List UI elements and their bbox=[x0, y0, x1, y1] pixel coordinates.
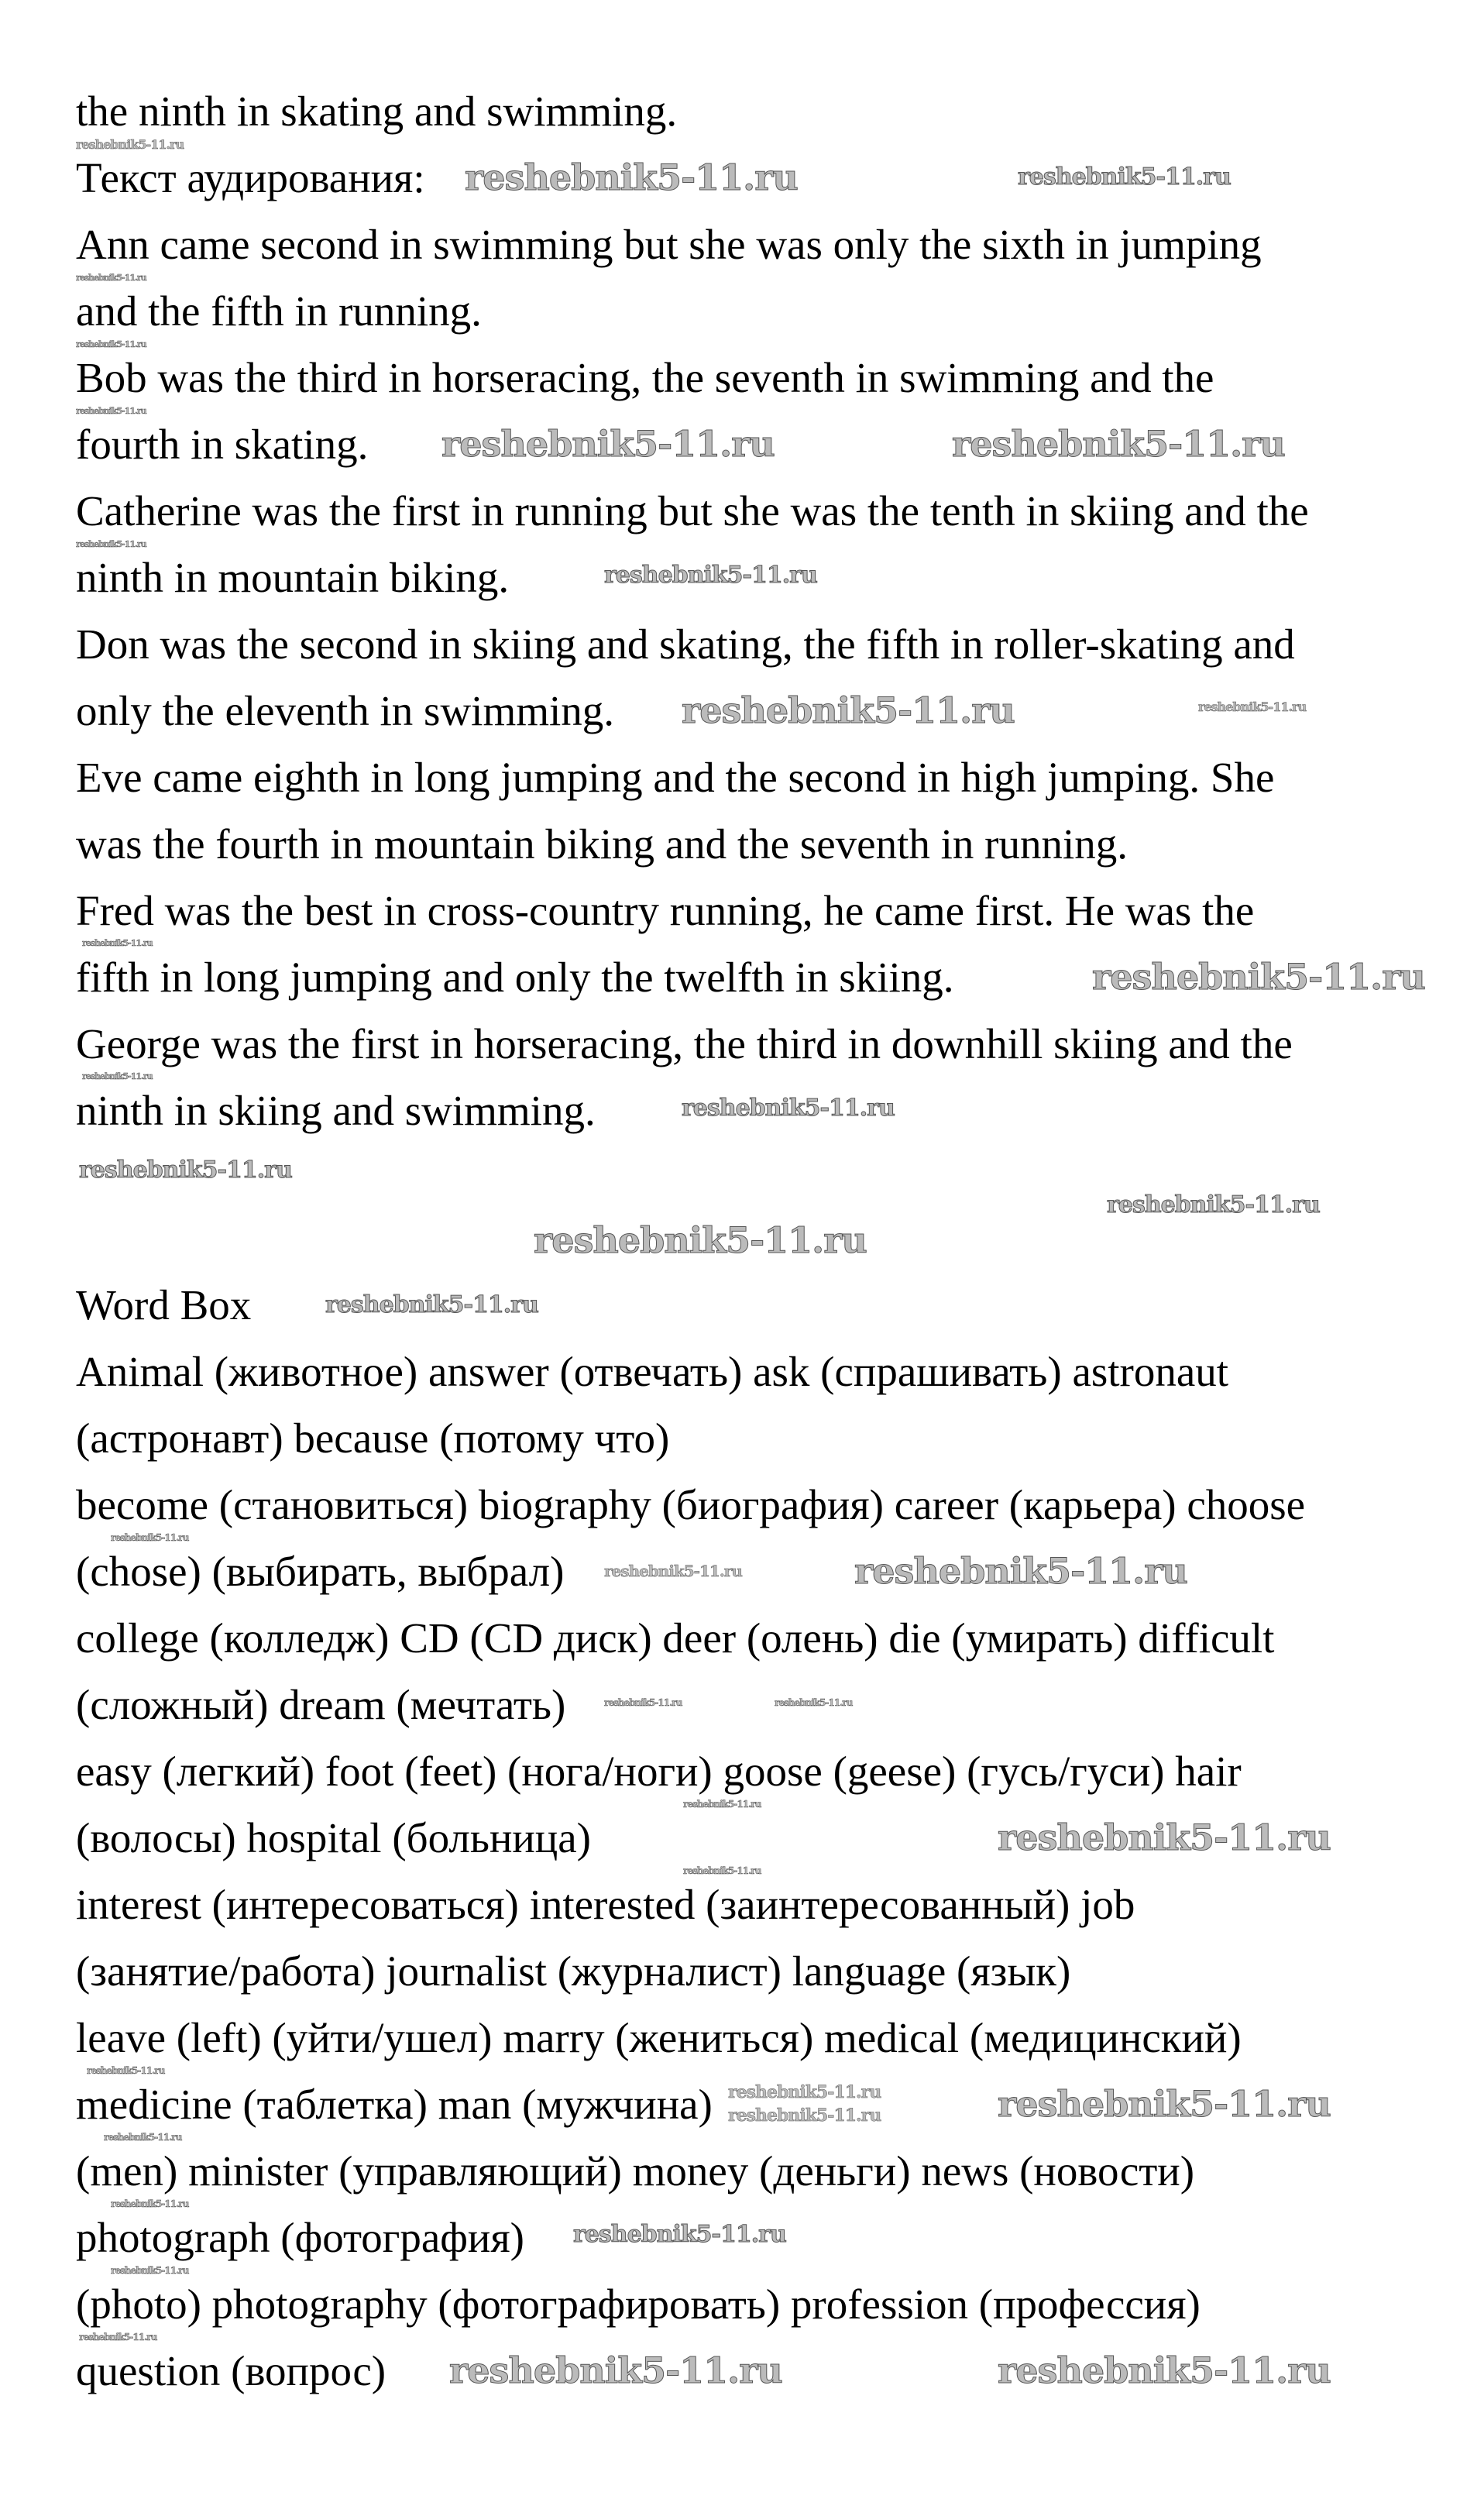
text-line: and the fifth in running. bbox=[76, 287, 482, 335]
watermark: reshebnik5-11.ru bbox=[104, 2132, 182, 2143]
watermark: reshebnik5-11.ru bbox=[76, 406, 146, 416]
text-line: (занятие/работа) journalist (журналист) language (язык) bbox=[76, 1947, 1071, 1995]
watermark: reshebnik5-11.ru bbox=[534, 1219, 867, 1261]
text-line: photograph (фотография) bbox=[76, 2214, 524, 2261]
watermark: reshebnik5-11.ru bbox=[604, 1697, 682, 1708]
watermark: reshebnik5-11.ru bbox=[76, 339, 146, 349]
text-line: Fred was the best in cross-country running, he came first. He was the bbox=[76, 887, 1255, 934]
word-box-heading: Word Box bbox=[76, 1281, 252, 1328]
watermark: reshebnik5-11.ru bbox=[682, 689, 1015, 731]
watermark: reshebnik5-11.ru bbox=[998, 2083, 1331, 2125]
text-line: interest (интересоваться) interested (заинтересованный) job bbox=[76, 1881, 1135, 1928]
watermark: reshebnik5-11.ru bbox=[449, 2349, 782, 2391]
watermark: reshebnik5-11.ru bbox=[79, 1157, 292, 1184]
watermark: reshebnik5-11.ru bbox=[79, 2332, 157, 2342]
watermark: reshebnik5-11.ru bbox=[325, 1291, 538, 1318]
watermark: reshebnik5-11.ru bbox=[1198, 699, 1307, 714]
text-line: ninth in mountain biking. bbox=[76, 554, 510, 601]
text-line: Bob was the third in horseracing, the seventh in swimming and the bbox=[76, 354, 1214, 401]
watermark: reshebnik5-11.ru bbox=[465, 156, 798, 198]
watermark: reshebnik5-11.ru bbox=[1018, 163, 1231, 191]
text-line: question (вопрос) bbox=[76, 2347, 386, 2394]
watermark: reshebnik5-11.ru bbox=[775, 1697, 853, 1708]
text-line: ninth in skiing and swimming. bbox=[76, 1087, 596, 1134]
watermark: reshebnik5-11.ru bbox=[87, 2065, 165, 2076]
text-line: Catherine was the first in running but she was the tenth in skiing and the bbox=[76, 487, 1309, 534]
text-line: fifth in long jumping and only the twelfth in skiing. bbox=[76, 954, 954, 1001]
watermark: reshebnik5-11.ru bbox=[111, 1532, 189, 1543]
text-line: become (становиться) biography (биография) career (карьера) choose bbox=[76, 1481, 1306, 1528]
text-line: (chose) (выбирать, выбрал) bbox=[76, 1548, 565, 1595]
text-line: Don was the second in skiing and skating, the fifth in roller-skating and bbox=[76, 620, 1295, 668]
text-line: college (колледж) CD (CD диск) deer (олень) die (умирать) difficult bbox=[76, 1614, 1275, 1662]
watermark: reshebnik5-11.ru bbox=[728, 2105, 881, 2126]
text-line: the ninth in skating and swimming. bbox=[76, 88, 678, 135]
watermark: reshebnik5-11.ru bbox=[604, 1562, 742, 1580]
watermark: reshebnik5-11.ru bbox=[111, 2198, 189, 2209]
watermark: reshebnik5-11.ru bbox=[1092, 956, 1425, 998]
watermark: reshebnik5-11.ru bbox=[82, 938, 153, 948]
text-line: medicine (таблетка) man (мужчина) bbox=[76, 2081, 713, 2128]
watermark: reshebnik5-11.ru bbox=[82, 1071, 153, 1081]
watermark: reshebnik5-11.ru bbox=[441, 423, 775, 465]
text-line: (астронавт) because (потому что) bbox=[76, 1414, 670, 1462]
watermark: reshebnik5-11.ru bbox=[76, 273, 146, 283]
watermark: reshebnik5-11.ru bbox=[682, 1095, 895, 1122]
watermark: reshebnik5-11.ru bbox=[998, 1817, 1331, 1858]
text-line: George was the first in horseracing, the third in downhill skiing and the bbox=[76, 1020, 1293, 1067]
text-line: (сложный) dream (мечтать) bbox=[76, 1681, 566, 1728]
text-line: Ann came second in swimming but she was only the sixth in jumping bbox=[76, 221, 1262, 268]
text-line: leave (left) (уйти/ушел) marry (жениться) medical (медицинский) bbox=[76, 2014, 1242, 2061]
text-line: (men) minister (управляющий) money (деньги) news (новости) bbox=[76, 2147, 1195, 2195]
watermark: reshebnik5-11.ru bbox=[573, 2221, 786, 2248]
watermark: reshebnik5-11.ru bbox=[604, 562, 817, 589]
text-line: Текст аудирования: bbox=[76, 154, 425, 201]
watermark: reshebnik5-11.ru bbox=[111, 2265, 189, 2276]
text-line: only the eleventh in swimming. bbox=[76, 687, 615, 734]
watermark: reshebnik5-11.ru bbox=[683, 1799, 761, 1810]
watermark: reshebnik5-11.ru bbox=[728, 2082, 881, 2102]
text-line: was the fourth in mountain biking and the seventh in running. bbox=[76, 820, 1128, 868]
watermark: reshebnik5-11.ru bbox=[683, 1865, 761, 1876]
text-line: Animal (животное) answer (отвечать) ask (спрашивать) astronaut bbox=[76, 1348, 1229, 1395]
watermark: reshebnik5-11.ru bbox=[952, 423, 1285, 465]
watermark: reshebnik5-11.ru bbox=[998, 2349, 1331, 2391]
watermark: reshebnik5-11.ru bbox=[1107, 1191, 1320, 1218]
text-line: (photo) photography (фотографировать) profession (профессия) bbox=[76, 2281, 1201, 2328]
text-line: Eve came eighth in long jumping and the second in high jumping. She bbox=[76, 754, 1275, 801]
text-line: easy (легкий) foot (feet) (нога/ноги) goose (geese) (гусь/гуси) hair bbox=[76, 1748, 1242, 1795]
watermark: reshebnik5-11.ru bbox=[76, 137, 184, 152]
watermark: reshebnik5-11.ru bbox=[854, 1550, 1187, 1592]
text-line: fourth in skating. bbox=[76, 421, 369, 468]
watermark: reshebnik5-11.ru bbox=[76, 539, 146, 549]
text-line: (волосы) hospital (больница) bbox=[76, 1814, 591, 1861]
